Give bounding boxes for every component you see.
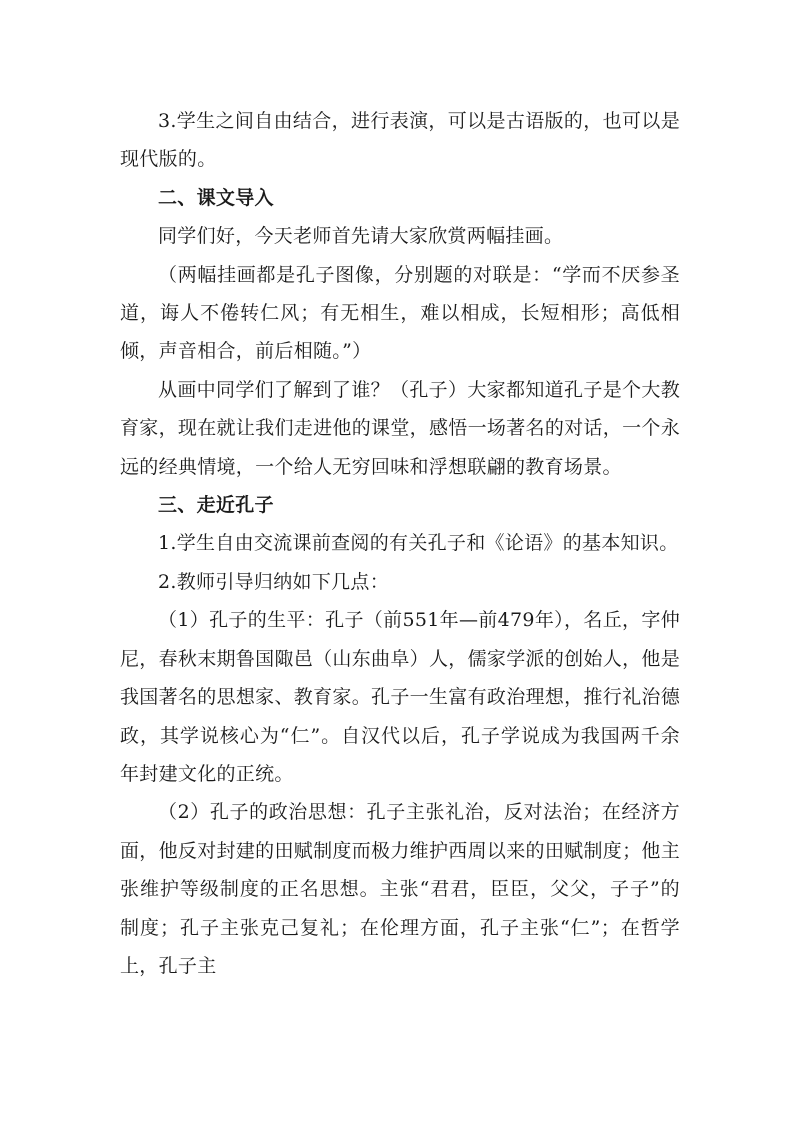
- paragraph-performance: 3.学生之间自由结合，进行表演，可以是古语版的，也可以是现代版的。: [120, 110, 680, 171]
- paragraph-greeting: 同学们好，今天老师首先请大家欣赏两幅挂画。: [158, 225, 564, 248]
- paragraph-summary-points: 2.教师引导归纳如下几点：: [158, 570, 390, 593]
- paragraph-political-thought: （2）孔子的政治思想：孔子主张礼治，反对法治；在经济方面，他反对封建的田赋制度而极力维护西周以来的田赋制度；他主张维护等级制度的正名思想。主张“君君，臣臣，父父，子子”的制度；孔子主张克己复礼；在伦理方面，孔子主张“仁”；在哲学上，孔子主: [120, 801, 680, 977]
- document-body: [120, 102, 680, 985]
- paragraph-who-learned: 从画中同学们了解到了谁？（孔子）大家都知道孔子是个大教育家，现在就让我们走进他的课堂，感悟一场著名的对话，一个永远的经典情境，一个给人无穷回味和浮想联翩的教育场景。: [120, 378, 680, 478]
- section-heading-lesson-intro: 二、课文导入: [158, 186, 274, 209]
- paragraph-biography: （1）孔子的生平：孔子（前551年—前479年），名丘，字仲尼，春秋末期鲁国陬邑（山东曲阜）人，儒家学派的创始人，他是我国著名的思想家、教育家。孔子一生富有政治理想，推行礼治德政，其学说核心为“仁”。自汉代以后，孔子学说成为我国两千余年封建文化的正统。: [120, 609, 680, 785]
- paragraph-paintings: （两幅挂画都是孔子图像，分别题的对联是：“学而不厌参圣道，诲人不倦转仁风；有无相生，难以相成，长短相形；高低相倾，声音相合，前后相随。”）: [120, 263, 680, 363]
- paragraph-exchange: 1.学生自由交流课前查阅的有关孔子和《论语》的基本知识。: [158, 532, 679, 555]
- section-heading-approach-confucius: 三、走近孔子: [158, 494, 274, 517]
